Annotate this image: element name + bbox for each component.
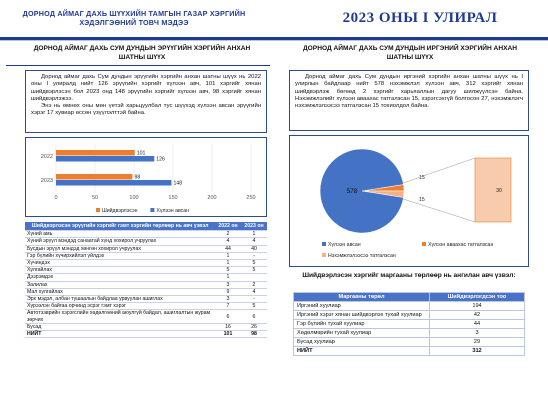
value-2022-cell: 16	[215, 323, 241, 330]
value-2023-cell: 5	[241, 267, 267, 274]
crime-type-cell: Хулгайлах	[25, 267, 215, 274]
count-header: Шийдвэрлэгдсэн тоо	[430, 293, 525, 302]
value-2022-cell: 2	[215, 231, 241, 238]
x-tick-label: 0	[54, 195, 58, 201]
legend-swatch	[422, 242, 426, 246]
value-2022-cell: 3	[215, 296, 241, 303]
data-label: 98	[134, 174, 141, 181]
table-row	[25, 252, 267, 259]
bar-of-pie-value: 30	[496, 188, 502, 194]
crime-type-cell: Хүрээлэн байгаа орчинд эсрэг гэмт хэрэг	[25, 303, 215, 310]
x-tick-label: 50	[91, 195, 99, 201]
value-2023-cell: 1	[241, 231, 267, 238]
crime-type-cell: Хүчиндэх	[25, 260, 215, 267]
value-2022-cell: 1	[215, 252, 241, 259]
dispute-type-cell: Бусад хуулиар	[294, 338, 430, 347]
table-row	[294, 311, 525, 320]
y-category-label: 2022	[40, 154, 53, 160]
pie-chart	[290, 136, 528, 266]
crime-type-cell: Хүний эрүүл мэндэд санаатай хүнд хохирол учруулах	[25, 238, 215, 245]
legend-swatch	[322, 242, 326, 246]
crime-type-cell: Гэр бүлийн хүчирхийлэл үйлдэх	[25, 252, 215, 259]
left-text-box	[25, 70, 267, 133]
table-row	[25, 267, 267, 274]
table-row	[294, 320, 525, 329]
value-2023-cell: 4	[241, 238, 267, 245]
bar	[56, 174, 132, 180]
criminal-table-wrap	[25, 222, 267, 338]
page-header	[0, 0, 548, 40]
crime-type-cell: Бусад	[25, 323, 215, 330]
data-label: 148	[173, 180, 183, 187]
table-row	[294, 338, 525, 347]
crime-type-cell: Мал хулгайлах	[25, 288, 215, 295]
data-label: 126	[156, 156, 165, 163]
count-cell: 29	[430, 338, 525, 347]
total-2023: 98	[241, 331, 267, 338]
value-2022-cell: 7	[215, 303, 241, 310]
table-row	[25, 274, 267, 281]
legend-label: Шийдвэрлэсэн	[102, 208, 138, 214]
x-tick-label: 250	[246, 195, 256, 201]
civil-table-wrap	[293, 292, 525, 356]
count-cell: 194	[430, 302, 525, 311]
pie-chart-card	[289, 135, 529, 267]
dispute-type-cell: Гэр бүлийн тухай хуулиар	[294, 320, 430, 329]
connector-line	[403, 199, 475, 222]
legend-swatch	[96, 208, 100, 212]
header-divider-light	[0, 40, 548, 41]
right-paragraph-1: Дорнод аймаг дахь Сум дундын иргэний хэргийн анхан шатны шүүх нь I улирлын байдлаар нийт 578 нэхэмжлэл хүлээн авч, 312 хэргийг хянан шийдвэрлэж бөгөөд 2 хэргийг харьяаллын дагуу шилжүүлсэн байна. Нэхэмжлэлийг хүлээн аваахас татгалзсан 15, хэрэгсэхгүй болгосон 27, нэхэмжлэгч нэхэмжлэлээсээ татгалзсан 15 тохиолдол байна.	[295, 74, 523, 110]
x-tick-label: 200	[207, 195, 217, 201]
table-row	[25, 281, 267, 288]
table-row	[25, 310, 267, 323]
dispute-type-cell: Хөдөлмөрийн тухай хуулиар	[294, 329, 430, 338]
legend-label: Нэхэмжлэлээсээ татгалзсан	[328, 253, 396, 259]
bar-of-pie	[475, 158, 511, 222]
count-cell: 3	[430, 329, 525, 338]
legend-label: Хүлээн авсан	[156, 208, 190, 214]
pie-value-label: 578	[346, 188, 358, 195]
value-2023-cell: -	[241, 252, 267, 259]
civil-case-table	[293, 292, 525, 356]
value-2023-cell: 40	[241, 245, 267, 252]
dispute-type-header: Маргааны төрөл	[294, 293, 430, 302]
value-2022-cell: 44	[215, 245, 241, 252]
bar	[56, 150, 135, 156]
table-header-row	[294, 293, 525, 302]
right-section-title: ДОРНОД АЙМАГ ДАХЬ СУМ ДУНДЫН ИРГЭНИЙ ХЭРГИЙН АНХАН ШАТНЫ ШҮҮХ	[302, 45, 518, 61]
table-row	[25, 303, 267, 310]
dispute-type-cell: Иргэний хэрэг хянан шийдвэрлэх тухай хуулиар	[294, 311, 430, 320]
crime-type-cell: Автотээврийн хэрэгслийн хөдөлгөөний аюулгүй байдал, ашиглалтын журам зөрчих	[25, 310, 215, 323]
report-title: 2023 ОНЫ I УЛИРАЛ	[342, 10, 498, 26]
count-cell: 44	[430, 320, 525, 329]
legend-swatch	[150, 208, 154, 212]
legend-swatch	[322, 253, 326, 257]
total-label: НИЙТ	[294, 347, 430, 356]
y-category-label: 2023	[40, 178, 53, 184]
table-row	[25, 245, 267, 252]
total-2022: 101	[215, 331, 241, 338]
org-title: ДОРНОД АЙМАГ ДАХЬ ШҮҮХИЙН ТАМГЫН ГАЗАР ХЭРГИЙН ХЭДЭЛГЭӨНИЙ ТОВЧ МЭДЭЭ	[22, 9, 246, 27]
count-cell: 42	[430, 311, 525, 320]
value-2023-cell: 2	[241, 281, 267, 288]
table-row	[25, 238, 267, 245]
value-2022-cell: 4	[215, 238, 241, 245]
crime-type-cell: Залилах	[25, 281, 215, 288]
value-2022-cell: 6	[215, 310, 241, 323]
value-2023-cell: 5	[241, 303, 267, 310]
left-section-title: ДОРНОД АЙМАГ ДАХЬ СУМ ДУНДЫН ЭРҮҮГИЙН ХЭРГИЙН АНХАН ШАТНЫ ШҮҮХ	[33, 45, 251, 61]
left-paragraph-1: Дорнод аймаг дахь Сум дундын эрүүгийн хэргийн анхан шатны шүүх нь 2022 оны I улиралд нийт 126 эрүүгийн хэргийг хүлээн авч, 101 хэргийг хянан шийдвэрлэсэн бол 2023 онд 148 эрүүгийн хэргийг хүлээн авч, 98 хэргийг хянан шийдвэрлэжээ.	[31, 74, 261, 102]
value-2022-cell: 1	[215, 260, 241, 267]
legend-label: Хүлээн аваахас татгалзсан	[428, 242, 494, 248]
data-label: 101	[136, 150, 146, 157]
left-title-rule	[6, 65, 270, 66]
legend-label: Хүлээн авсан	[328, 242, 361, 248]
bar-chart	[26, 138, 266, 216]
value-2022-cell: 9	[215, 288, 241, 295]
left-paragraph-2: Энэ нь өмнөх оны мөн үетэй харьцуулбал тус шүүхэд хүлээн авсан эрүүгийн хэрэг 17 хувиар өссөн үзүүлэлттэй байна.	[31, 103, 261, 117]
bar	[56, 180, 171, 186]
table-total-row	[25, 331, 267, 338]
table-row	[25, 231, 267, 238]
x-tick-label: 100	[129, 195, 139, 201]
value-2022-cell: 3	[215, 281, 241, 288]
value-2023-cell	[241, 274, 267, 281]
col-2023-header: 2023 он	[241, 222, 267, 231]
value-2022-cell: 1	[215, 274, 241, 281]
value-2023-cell: 6	[241, 310, 267, 323]
bar-chart-card	[25, 137, 267, 217]
value-2023-cell: 26	[241, 323, 267, 330]
value-2023-cell: 5	[241, 260, 267, 267]
table-row	[25, 288, 267, 295]
bar	[56, 156, 154, 162]
crime-type-header: Шийдвэрлэсэн эрүүгийн хэргийг гэмт хэргийн төрлөөр нь авч үзвэл	[25, 222, 215, 231]
crime-type-cell: Хүний амь	[25, 231, 215, 238]
pie-value-label: 15	[419, 197, 425, 203]
criminal-case-table	[25, 222, 267, 338]
total-label: НИЙТ	[25, 331, 215, 338]
table-total-row	[294, 347, 525, 356]
civil-table-caption: Шийдвэрлэсэн хэргийг маргааны төрлөөр нь ангилан авч үзвэл:	[302, 272, 516, 279]
table-row	[25, 260, 267, 267]
right-text-box	[289, 70, 529, 131]
value-2023-cell: -	[241, 296, 267, 303]
table-row	[25, 323, 267, 330]
connector-line	[403, 158, 475, 183]
x-tick-label: 150	[168, 195, 178, 201]
crime-type-cell: Бусдын эрүүл мэндэд хөнгөн хохирол учруулах	[25, 245, 215, 252]
dispute-type-cell: Иргэний хуулиар	[294, 302, 430, 311]
value-2023-cell: 4	[241, 288, 267, 295]
pie-value-label: 15	[419, 175, 425, 181]
crime-type-cell: Дээрэмдэх	[25, 274, 215, 281]
table-row	[25, 296, 267, 303]
col-2022-header: 2022 он	[215, 222, 241, 231]
table-row	[294, 302, 525, 311]
crime-type-cell: Эрх мэдэл, албан тушаалын байдлаа урвуулан ашиглах	[25, 296, 215, 303]
table-row	[294, 329, 525, 338]
table-header-row	[25, 222, 267, 231]
value-2022-cell: 5	[215, 267, 241, 274]
total-value: 312	[430, 347, 525, 356]
